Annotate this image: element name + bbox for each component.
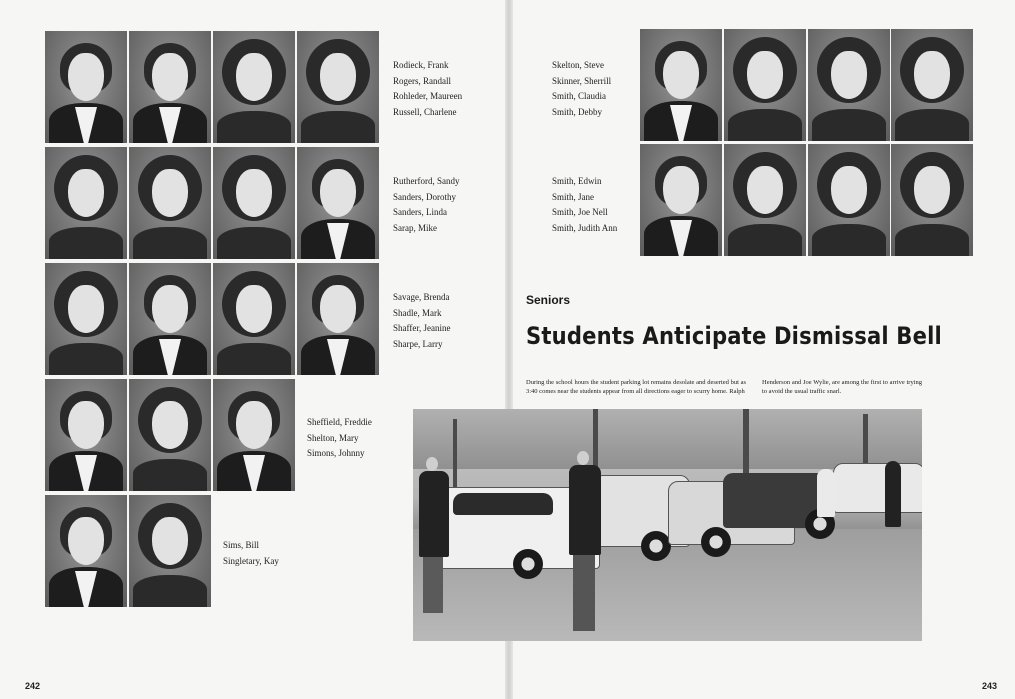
student-name: Rodieck, Frank <box>393 60 449 70</box>
portrait-photo <box>808 29 890 141</box>
portrait-photo <box>129 495 211 607</box>
student-name: Shadle, Mark <box>393 307 442 318</box>
portrait-photo <box>640 29 722 141</box>
portrait-photo <box>213 31 295 143</box>
portrait-photo <box>45 147 127 259</box>
student-name: Smith, Judith Ann <box>552 222 618 233</box>
portrait-photo <box>45 495 127 607</box>
portrait-photo <box>213 263 295 375</box>
portrait-photo <box>891 29 973 141</box>
portrait-photo <box>129 263 211 375</box>
student-name: Smith, Claudia <box>552 91 606 101</box>
student-name: Smith, Jane <box>552 191 594 202</box>
section-label: Seniors <box>526 293 571 307</box>
portrait-photo <box>45 31 127 143</box>
portrait-photo <box>297 263 379 375</box>
student-name: Rogers, Randall <box>393 75 451 86</box>
portrait-photo <box>129 147 211 259</box>
student-name: Sarap, Mike <box>393 222 437 233</box>
portrait-photo <box>129 31 211 143</box>
student-name: Russell, Charlene <box>393 106 457 117</box>
page-number: 243 <box>981 681 997 691</box>
student-name: Sheffield, Freddie <box>307 417 372 427</box>
portrait-photo <box>808 144 890 256</box>
portrait-photo <box>297 147 379 259</box>
student-name: Skelton, Steve <box>552 60 604 70</box>
portrait-photo <box>891 144 973 256</box>
portrait-photo <box>724 29 806 141</box>
student-name: Sanders, Linda <box>393 207 447 217</box>
student-name: Skinner, Sherrill <box>552 75 612 86</box>
student-name: Sims, Bill <box>223 540 260 550</box>
name-list <box>223 538 279 569</box>
name-list <box>307 415 372 462</box>
portrait-photo <box>129 379 211 491</box>
caption-column-2: Henderson and Joe Wylie, are among the first to arrive trying to avoid the usual traffic snarl. <box>762 379 922 395</box>
student-name: Simons, Johnny <box>307 448 365 458</box>
student-name: Sanders, Dorothy <box>393 191 456 202</box>
name-list <box>393 174 460 236</box>
name-list <box>552 58 611 120</box>
name-list <box>552 174 617 236</box>
portrait-photo <box>45 263 127 375</box>
student-name: Smith, Debby <box>552 106 603 117</box>
parking-lot-photo <box>413 409 922 641</box>
student-name: Singletary, Kay <box>223 555 279 566</box>
student-name: Rutherford, Sandy <box>393 176 460 186</box>
student-name: Smith, Edwin <box>552 176 602 186</box>
portrait-photo <box>45 379 127 491</box>
student-name: Sharpe, Larry <box>393 338 443 349</box>
student-name: Savage, Brenda <box>393 292 450 302</box>
headline: Students Anticipate Dismissal Bell <box>526 322 942 350</box>
portrait-photo <box>213 379 295 491</box>
name-list <box>393 58 462 120</box>
portrait-photo <box>724 144 806 256</box>
portrait-photo <box>640 144 722 256</box>
student-name: Shelton, Mary <box>307 432 359 443</box>
portrait-photo <box>213 147 295 259</box>
student-name: Smith, Joe Nell <box>552 207 608 217</box>
name-list <box>393 290 450 352</box>
page-number: 242 <box>25 681 41 691</box>
student-name: Rohleder, Maureen <box>393 91 463 101</box>
student-name: Shaffer, Jeanine <box>393 323 451 333</box>
caption-column-1: During the school hours the student parking lot remains desolate and deserted but as 3:40 comes near the students appear from all directions eager to scurry home. Ralph <box>526 379 746 395</box>
portrait-photo <box>297 31 379 143</box>
